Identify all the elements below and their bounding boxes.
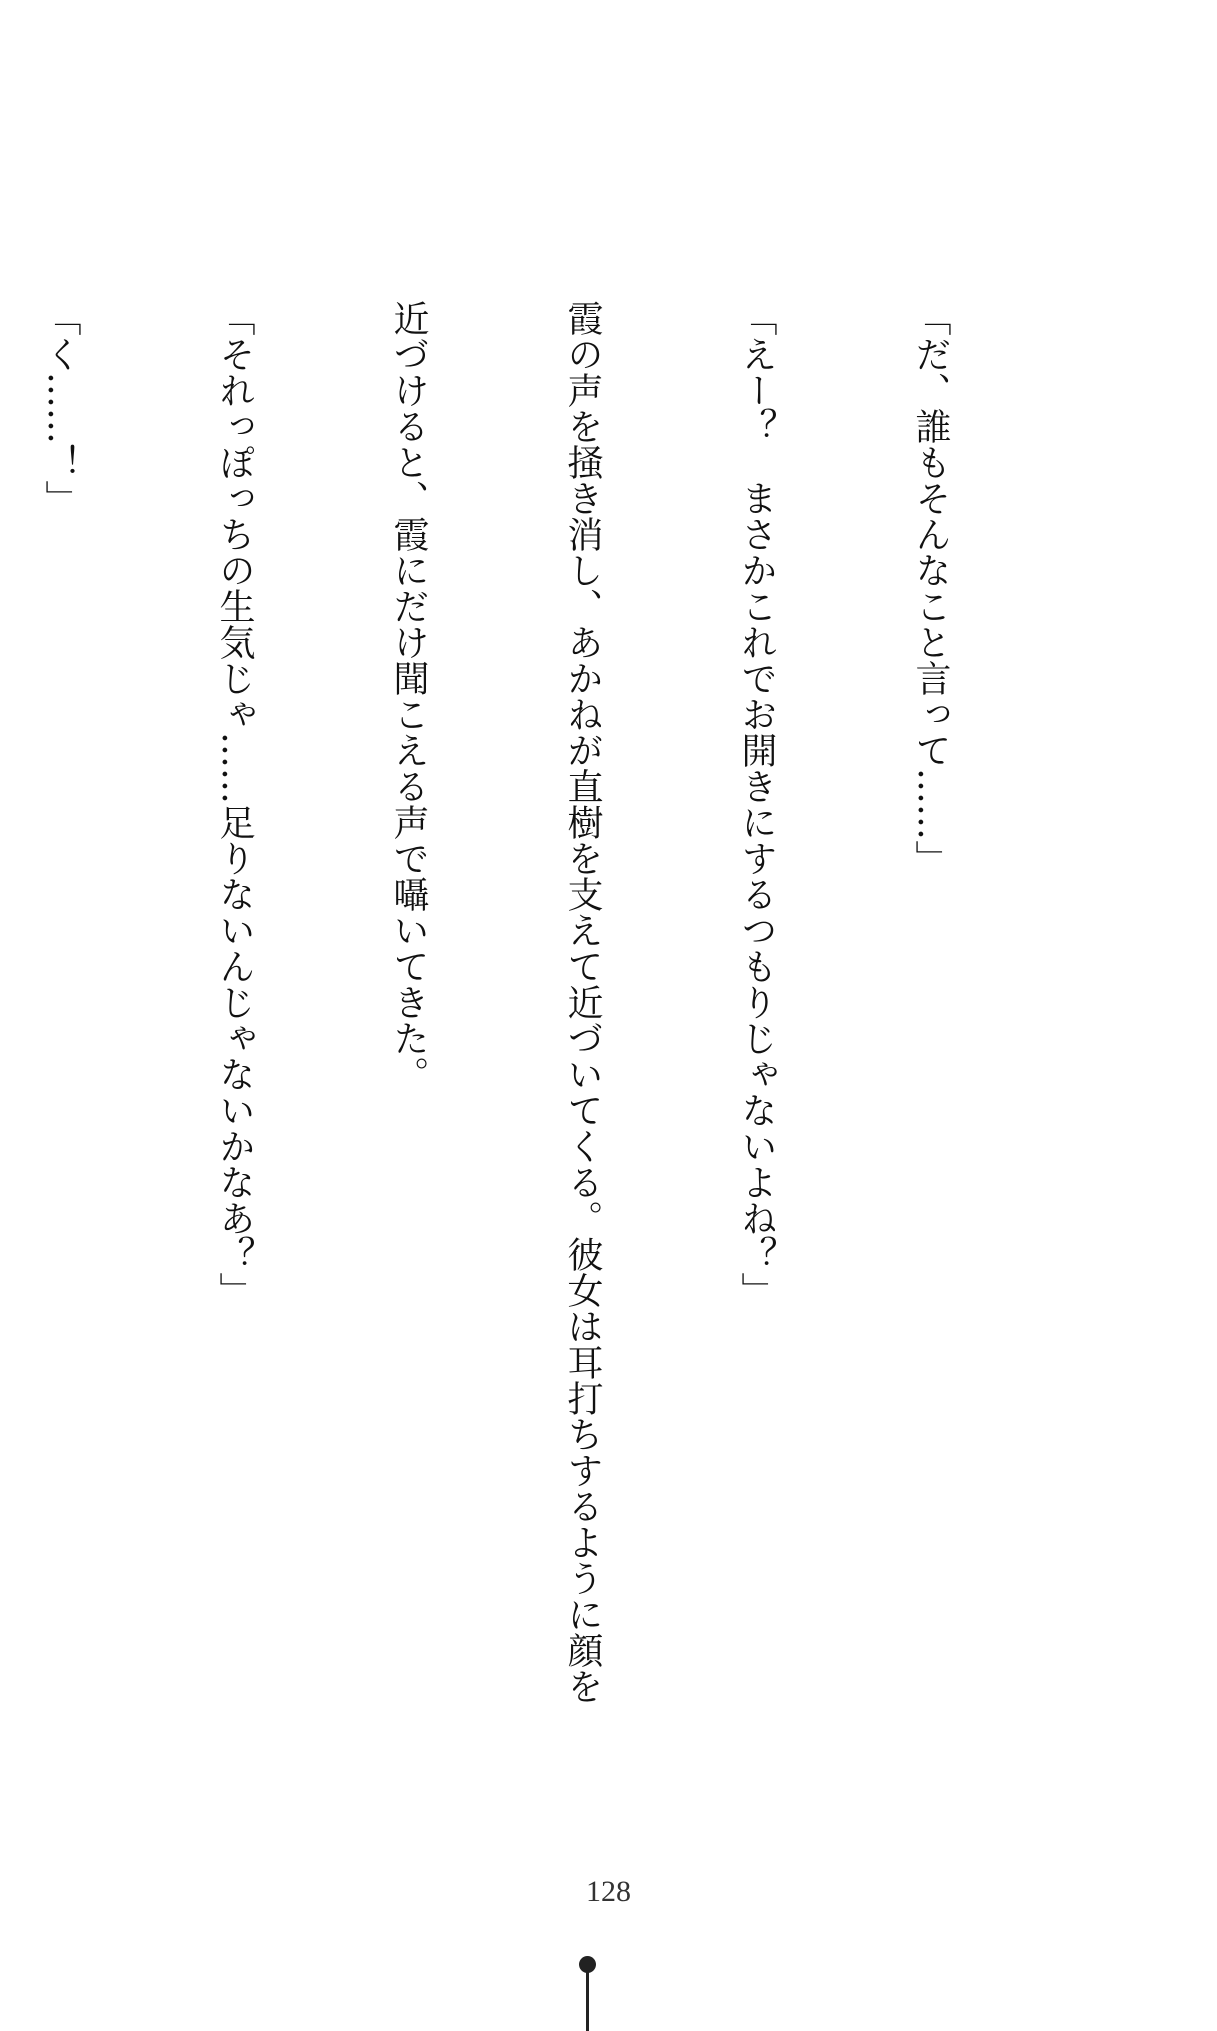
- text-line: 「だ、誰もそんなこと言って……」: [910, 300, 951, 876]
- text-line: 「えー？ まさかこれでお開きにするつもりじゃないよね？」: [736, 300, 777, 1308]
- text-line: 「く……！」: [40, 300, 81, 516]
- page-marker-stem: [586, 1970, 589, 2031]
- text-line: 「それっぽっちの生気じゃ……足りないんじゃないかなあ？」: [214, 300, 255, 1308]
- text-line: 近づけると、霞にだけ聞こえる声で囁いてきた。: [388, 300, 429, 1092]
- body-text: [40, 300, 1075, 1704]
- text-line: 霞の声を掻き消し、あかねが直樹を支えて近づいてくる。彼女は耳打ちするように顔を: [562, 300, 603, 1704]
- page-number: 128: [586, 1875, 631, 1908]
